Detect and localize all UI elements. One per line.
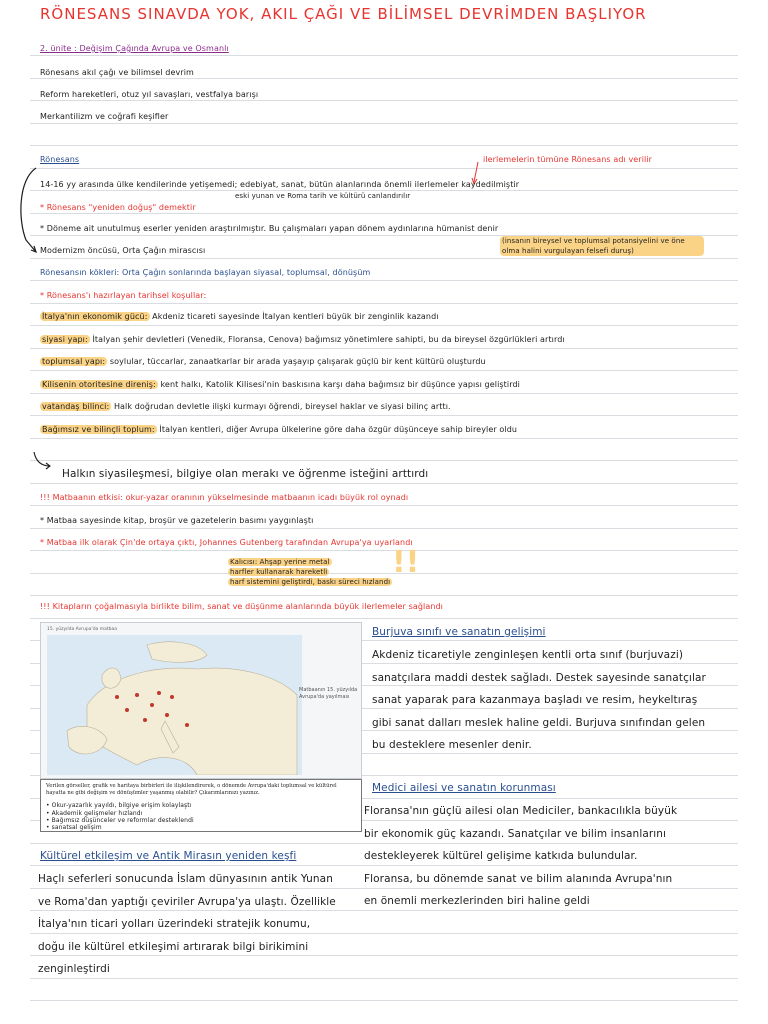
medici-line: Floransa'nın güçlü ailesi olan Mediciler, bankacılıkla büyük xyxy=(364,805,678,817)
kulturel-line: doğu ile kültürel etkileşimi artırarak bilgi birikimini xyxy=(38,940,309,953)
eski-note: eski yunan ve Roma tarih ve kültürü canlandırılır xyxy=(235,192,411,200)
answer-line: • Okur-yazarlık yayıldı, bilgiye erişim kolaylaştı xyxy=(46,802,192,809)
unit-topic: Reform hareketleri, otuz yıl savaşları, vestfalya barışı xyxy=(40,90,259,99)
kulturel-line: Haçlı seferleri sonucunda İslam dünyasının antik Yunan xyxy=(38,873,333,885)
condition-item xyxy=(40,402,451,411)
burjuva-line: Akdeniz ticaretiyle zenginleşen kentli orta sınıf (burjuvazi) xyxy=(372,649,684,661)
kulturel-line: zenginleştirdi xyxy=(38,963,110,975)
map-graphic xyxy=(47,635,302,775)
map-title: 15. yüzyılda Avrupa'da matbaa xyxy=(47,627,118,632)
hazirlayan-heading: * Rönesans'ı hazırlayan tarihsel koşullar: xyxy=(40,291,207,300)
halkin-line: Halkın siyasileşmesi, bilgiye olan merakı ve öğrenme isteğini arttırdı xyxy=(62,468,429,480)
condition-item xyxy=(40,425,517,434)
matbaa-gutenberg: * Matbaa ilk olarak Çin'de ortaya çıktı, Johannes Gutenberg tarafından Avrupa'ya uyarlandı xyxy=(40,538,413,547)
exclamation-doodle: !! xyxy=(392,545,420,580)
answer-line: • Akademik gelişmeler hızlandı xyxy=(46,810,143,817)
matbaa-note: harf sistemini geliştirdi, baskı süreci hızlandı xyxy=(230,578,391,586)
condition-label: toplumsal yapı: xyxy=(42,357,106,366)
burjuva-line: sanat yaparak para kazanmaya başladı ve resim, heykeltıraş xyxy=(372,694,698,706)
ronesans-line: 14-16 yy arasında ülke kendilerinde yetişemedi; edebiyat, sanat, bütün alanlarında önemli ilerlemeler kaydedilmiştir xyxy=(40,180,520,189)
europe-map xyxy=(40,622,362,779)
modernizm-line: Modernizm öncüsü, Orta Çağın mirascısı xyxy=(40,246,206,255)
answer-line: • sanatsal gelişim xyxy=(46,824,102,831)
kulturel-line: İtalya'nın ticari yolları üzerindeki stratejik konumu, xyxy=(38,918,311,930)
condition-text: İtalyan şehir devletleri (Venedik, Floransa, Cenova) bağımsız yönetimlere sahipti, bu da bireysel özgürlükleri artırdı xyxy=(92,334,565,344)
condition-item xyxy=(40,312,439,321)
brace-arrow-icon xyxy=(14,160,42,260)
matbaa-note: harfler kullanarak hareketli xyxy=(230,568,328,576)
matbaa-note: Kalıcısı: Ahşap yerine metal xyxy=(230,558,330,566)
ronesans-heading: Rönesans xyxy=(40,155,80,164)
condition-label: Kilisenin otoritesine direniş: xyxy=(42,379,156,389)
page-title: RÖNESANS SINAVDA YOK, AKIL ÇAĞI VE BİLİMSEL DEVRİMDEN BAŞLIYOR xyxy=(40,5,647,23)
condition-item xyxy=(40,357,486,366)
condition-label: Bağımsız ve bilinçli toplum: xyxy=(42,424,155,434)
medici-line: bir ekonomik güç kazandı. Sanatçılar ve bilim insanlarını xyxy=(364,827,667,840)
matbaa-etkisi: !!! Matbaanın etkisi: okur-yazar oranının yükselmesinde matbaanın icadı büyük rol oynadı xyxy=(40,493,409,502)
unit-header: 2. ünite : Değişim Çağında Avrupa ve Osmanlı xyxy=(40,44,229,53)
curve-arrow-icon xyxy=(32,450,52,470)
medici-line: destekleyerek kültürel gelişime katkıda bulundular. xyxy=(364,850,638,862)
kulturel-heading: Kültürel etkileşim ve Antik Mirasın yeniden keşfi xyxy=(40,850,297,862)
answer-line: • Bağımsız düşünceler ve reformlar desteklendi xyxy=(46,817,194,824)
condition-text: Halk doğrudan devletle ilişki kurmayı öğrendi, bireysel haklar ve siyasi bilinç arttı. xyxy=(113,402,451,411)
condition-item xyxy=(40,335,565,344)
kulturel-line: ve Roma'dan yaptığı çeviriler Avrupa'ya ulaştı. Özellikle xyxy=(38,895,336,908)
medici-line: Floransa, bu dönemde sanat ve bilim alanında Avrupa'nın xyxy=(364,872,673,885)
humanist-note: (insanın bireysel ve toplumsal potansiyelini ve öne olma halini vurgulayan felsefi duruş) xyxy=(500,236,704,256)
condition-label: siyasi yapı: xyxy=(42,334,88,344)
condition-label: vatandaş bilinci: xyxy=(42,402,110,411)
kokleri-line: Rönesansın kökleri: Orta Çağın sonlarında başlayan siyasal, toplumsal, dönüşüm xyxy=(40,268,371,277)
burjuva-line: bu desteklere mesenler denir. xyxy=(372,739,532,751)
condition-text: soylular, tüccarlar, zanaatkarlar bir arada yaşayıp çalışarak güçlü bir kent kültürü oluşturdu xyxy=(109,357,486,366)
condition-text: kent halkı, Katolik Kilisesi'nin baskısına karşı daha bağımsız bir düşünce yapısı geliştirdi xyxy=(160,379,520,389)
map-caption: Matbaanın 15. yüzyılda Avrupa'da yayılması xyxy=(299,687,358,700)
burjuva-line: sanatçılara maddi destek sağladı. Destek sayesinde sanatçılar xyxy=(372,671,706,684)
condition-text: Akdeniz ticareti sayesinde İtalyan kentleri büyük bir zenginlik kazandı xyxy=(152,312,439,321)
donem-line: * Döneme ait unutulmuş eserler yeniden araştırılmıştır. Bu çalışmaları yapan dönem aydınlarına hümanist denir xyxy=(40,224,499,233)
burjuva-line: gibi sanat dalları meslek haline geldi. Burjuva sınıfından gelen xyxy=(372,716,706,729)
question-text: Verilen görseller, grafik ve haritaya birbirleri ile ilişkilendirerek, o dönemde Avrupa'daki toplumsal ve kültürel hayatta ne gibi değişim ve dönüşümler yaşanmış olabilir? Çıkarımlarınızı yazınız. xyxy=(46,783,337,796)
question-box xyxy=(40,779,362,832)
unit-topic: Rönesans akıl çağı ve bilimsel devrim xyxy=(40,68,194,77)
yeniden-dogus: * Rönesans "yeniden doğuş" demektir xyxy=(40,203,196,212)
side-note: ilerlemelerin tümüne Rönesans adı verilir xyxy=(483,155,653,164)
condition-text: İtalyan kentleri, diğer Avrupa ülkelerine göre daha özgür düşünceye sahip bireyler oldu xyxy=(159,424,518,434)
unit-topic: Merkantilizm ve coğrafi keşifler xyxy=(40,112,169,121)
condition-label: İtalya'nın ekonomik gücü: xyxy=(42,312,148,321)
condition-item xyxy=(40,380,520,389)
medici-line: en önemli merkezlerinden biri haline geldi xyxy=(364,895,590,907)
kitaplarin-line: !!! Kitapların çoğalmasıyla birlikte bilim, sanat ve düşünme alanlarında büyük ilerlemeler sağlandı xyxy=(40,602,444,611)
medici-heading: Medici ailesi ve sanatın korunması xyxy=(372,782,556,794)
matbaa-kitap: * Matbaa sayesinde kitap, broşür ve gazetelerin basımı yaygınlaştı xyxy=(40,516,314,525)
burjuva-heading: Burjuva sınıfı ve sanatın gelişimi xyxy=(372,626,546,638)
